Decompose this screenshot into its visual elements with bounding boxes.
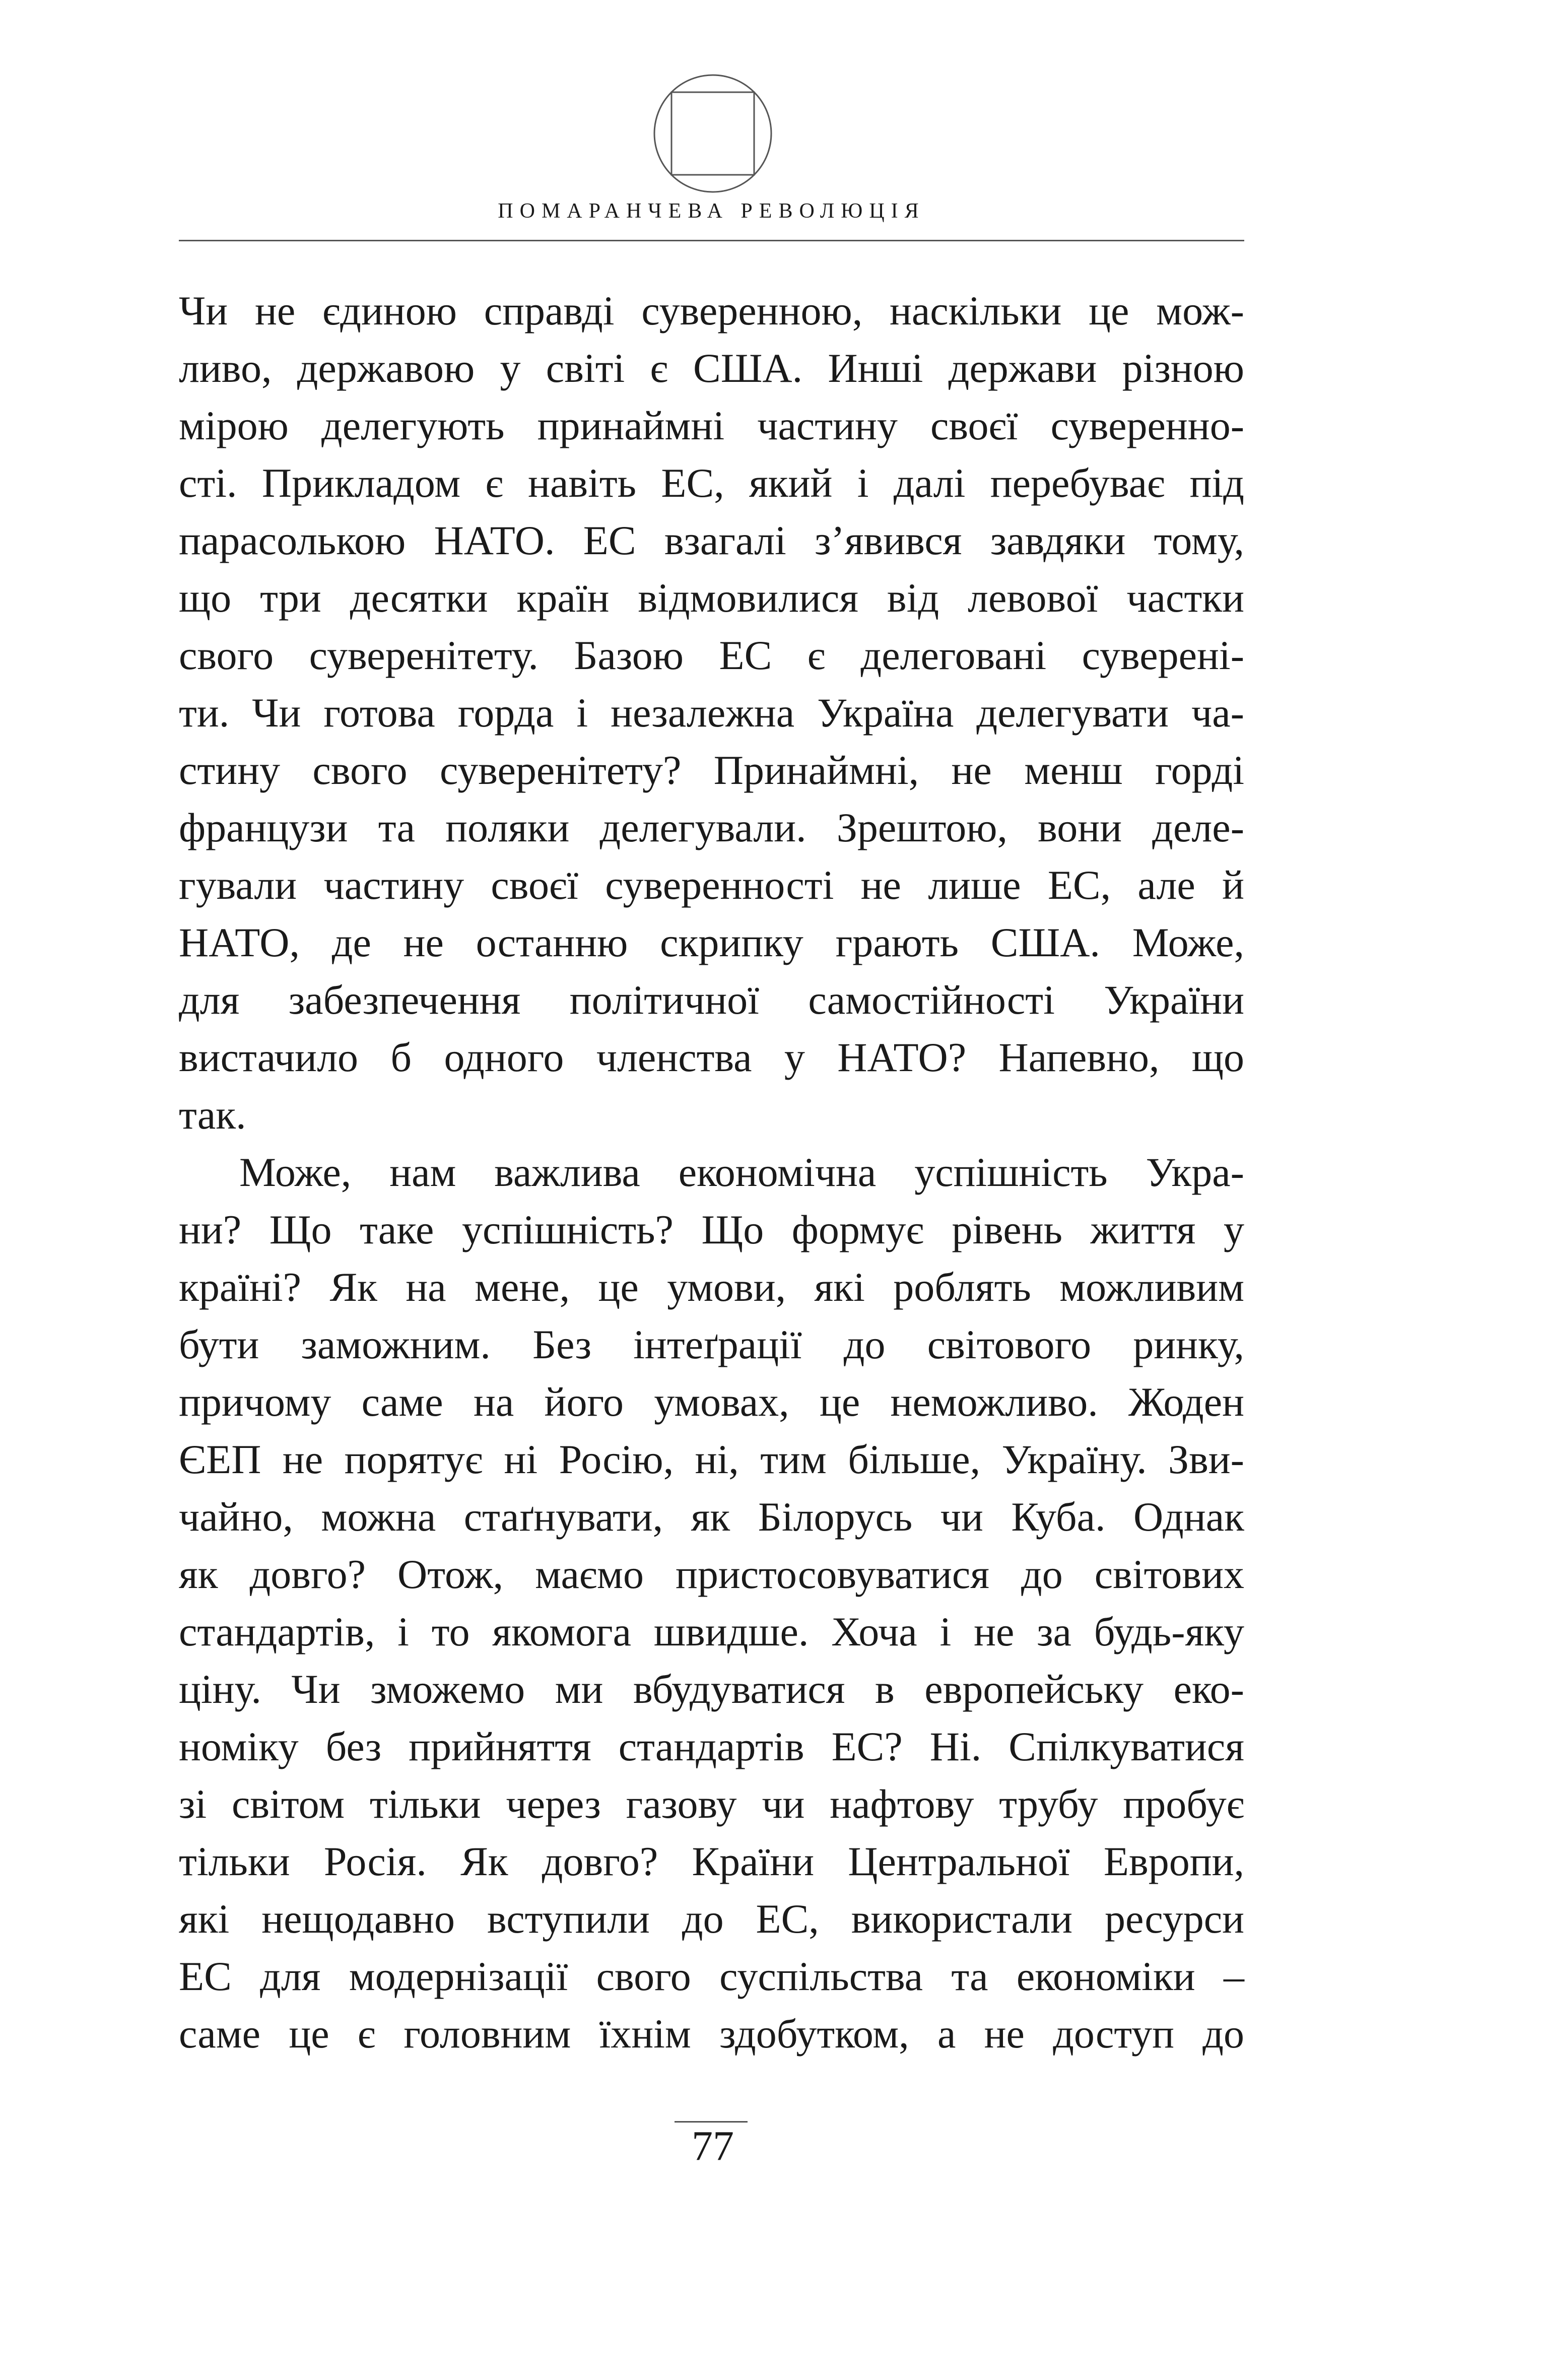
- text-line: вистачило б одного членства у НАТО? Напевно, що: [179, 1034, 1244, 1080]
- paragraph-1: [179, 282, 1244, 1144]
- page-body: [179, 282, 1244, 2063]
- text-line: саме це є головним їхнім здобутком, а не доступ до: [179, 2011, 1244, 2057]
- text-line: причому саме на його умовах, це неможливо. Жоден: [179, 1379, 1244, 1425]
- text-line: свого суверенітету. Базою ЕС є делеговані суверені-: [179, 632, 1244, 678]
- text-line: які нещодавно вступили до ЕС, використали ресурси: [179, 1896, 1244, 1942]
- circle-square-emblem-icon: [652, 73, 773, 194]
- text-line: так.: [179, 1092, 246, 1138]
- text-line: Може, нам важлива економічна успішність Укра-: [239, 1149, 1244, 1195]
- text-line: країні? Як на мене, це умови, які роблять можливим: [179, 1264, 1244, 1310]
- text-line: Чи не єдиною справді суверенною, наскільки це мож-: [179, 288, 1244, 334]
- text-line: НАТО, де не останню скрипку грають США. Може,: [179, 919, 1244, 965]
- text-line: зі світом тільки через газову чи нафтову трубу пробує: [179, 1781, 1244, 1827]
- running-head: ПОМАРАНЧЕВА РЕВОЛЮЦІЯ: [498, 200, 925, 223]
- text-line: французи та поляки делегували. Зрештою, вони деле-: [179, 805, 1244, 850]
- text-line: стину свого суверенітету? Принаймні, не менш горді: [179, 747, 1244, 793]
- text-line: що три десятки країн відмовилися від левової частки: [179, 575, 1244, 621]
- text-line: ни? Що таке успішність? Що формує рівень життя у: [179, 1207, 1244, 1252]
- text-line: гували частину своєї суверенності не лише ЕС, але й: [179, 862, 1244, 908]
- text-line: стандартів, і то якомога швидше. Хоча і не за будь-яку: [179, 1609, 1244, 1655]
- text-line: тільки Росія. Як довго? Країни Центральної Европи,: [179, 1838, 1244, 1884]
- text-line: сті. Прикладом є навіть ЕС, який і далі перебуває під: [179, 460, 1244, 506]
- text-line: ливо, державою у світі є США. Инші держави різною: [179, 345, 1244, 391]
- text-line: ЕС для модернізації свого суспільства та економіки –: [179, 1953, 1244, 1999]
- text-line: як довго? Отож, маємо пристосовуватися до світових: [179, 1551, 1244, 1597]
- paragraph-2: [179, 1144, 1244, 2063]
- text-line: для забезпечення політичної самостійності України: [179, 977, 1244, 1023]
- text-line: номіку без прийняття стандартів ЕС? Ні. Спілкуватися: [179, 1724, 1244, 1769]
- text-line: ти. Чи готова горда і незалежна Україна делегувати ча-: [179, 690, 1244, 736]
- text-line: бути заможним. Без інтеґрації до світового ринку,: [179, 1321, 1244, 1367]
- header-divider: [179, 240, 1244, 241]
- text-line: парасолькою НАТО. ЕС взагалі з’явився завдяки тому,: [179, 517, 1244, 563]
- text-line: ціну. Чи зможемо ми вбудуватися в европейську еко-: [179, 1666, 1244, 1712]
- text-line: чайно, можна стаґнувати, як Білорусь чи Куба. Однак: [179, 1494, 1244, 1540]
- page-number: 77: [692, 2123, 734, 2169]
- text-line: ЄЕП не порятує ні Росію, ні, тим більше, Україну. Зви-: [179, 1436, 1244, 1482]
- text-line: мірою делегують принаймні частину своєї суверенно-: [179, 403, 1244, 448]
